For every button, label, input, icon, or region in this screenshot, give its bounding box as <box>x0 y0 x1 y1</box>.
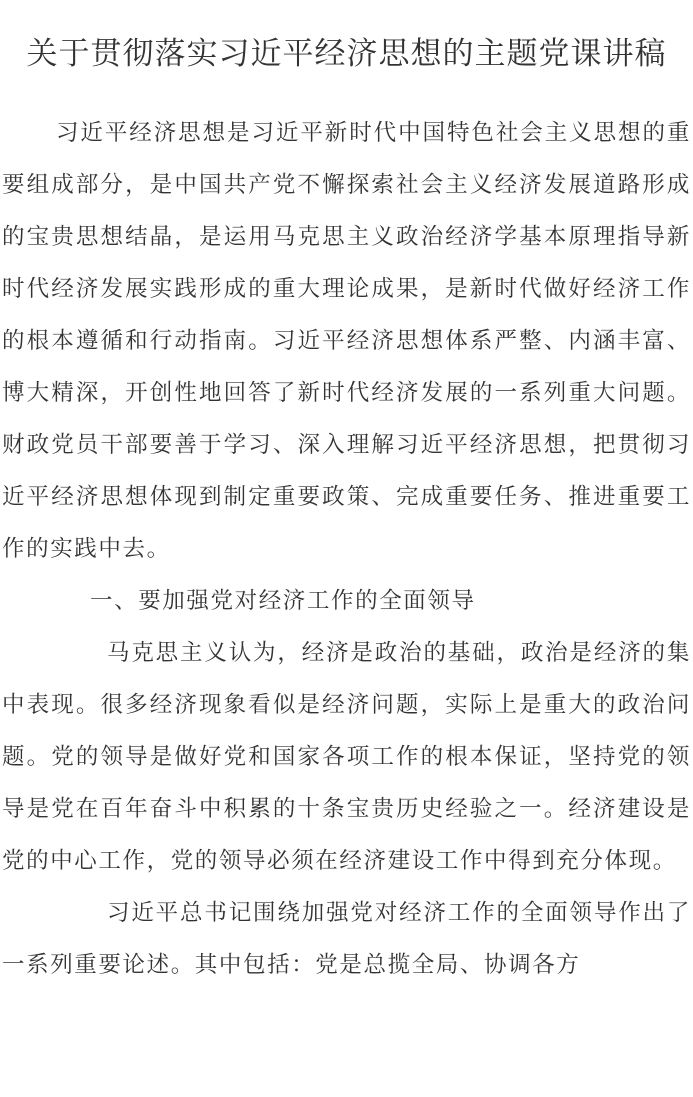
intro-paragraph: 习近平经济思想是习近平新时代中国特色社会主义思想的重要组成部分，是中国共产党不懈探索社会主义经济发展道路形成的宝贵思想结晶，是运用马克思主义政治经济学基本原理指导新时代经济发展实践形成的重大理论成果，是新时代做好经济工作的根本遵循和行动指南。习近平经济思想体系严整、内涵丰富、博大精深，开创性地回答了新时代经济发展的一系列重大问题。财政党员干部要善于学习、深入理解习近平经济思想，把贯彻习近平经济思想体现到制定重要政策、完成重要任务、推进重要工作的实践中去。 <box>2 120 691 562</box>
section-heading-1: 一、要加强党对经济工作的全面领导 <box>90 588 476 614</box>
section-1-paragraph-1: 马克思主义认为，经济是政治的基础，政治是经济的集中表现。很多经济现象看似是经济问题，实际上是重大的政治问题。党的领导是做好党和国家各项工作的根本保证，坚持党的领导是党在百年奋斗中积累的十条宝贵历史经验之一。经济建设是党的中心工作，党的领导必须在经济建设工作中得到充分体现。 <box>2 640 691 874</box>
document-title: 关于贯彻落实习近平经济思想的主题党课讲稿 <box>26 36 667 72</box>
section-1-paragraph-2: 习近平总书记围绕加强党对经济工作的全面领导作出了一系列重要论述。其中包括：党是总揽全局、协调各方 <box>2 900 691 978</box>
document-body <box>0 107 691 991</box>
